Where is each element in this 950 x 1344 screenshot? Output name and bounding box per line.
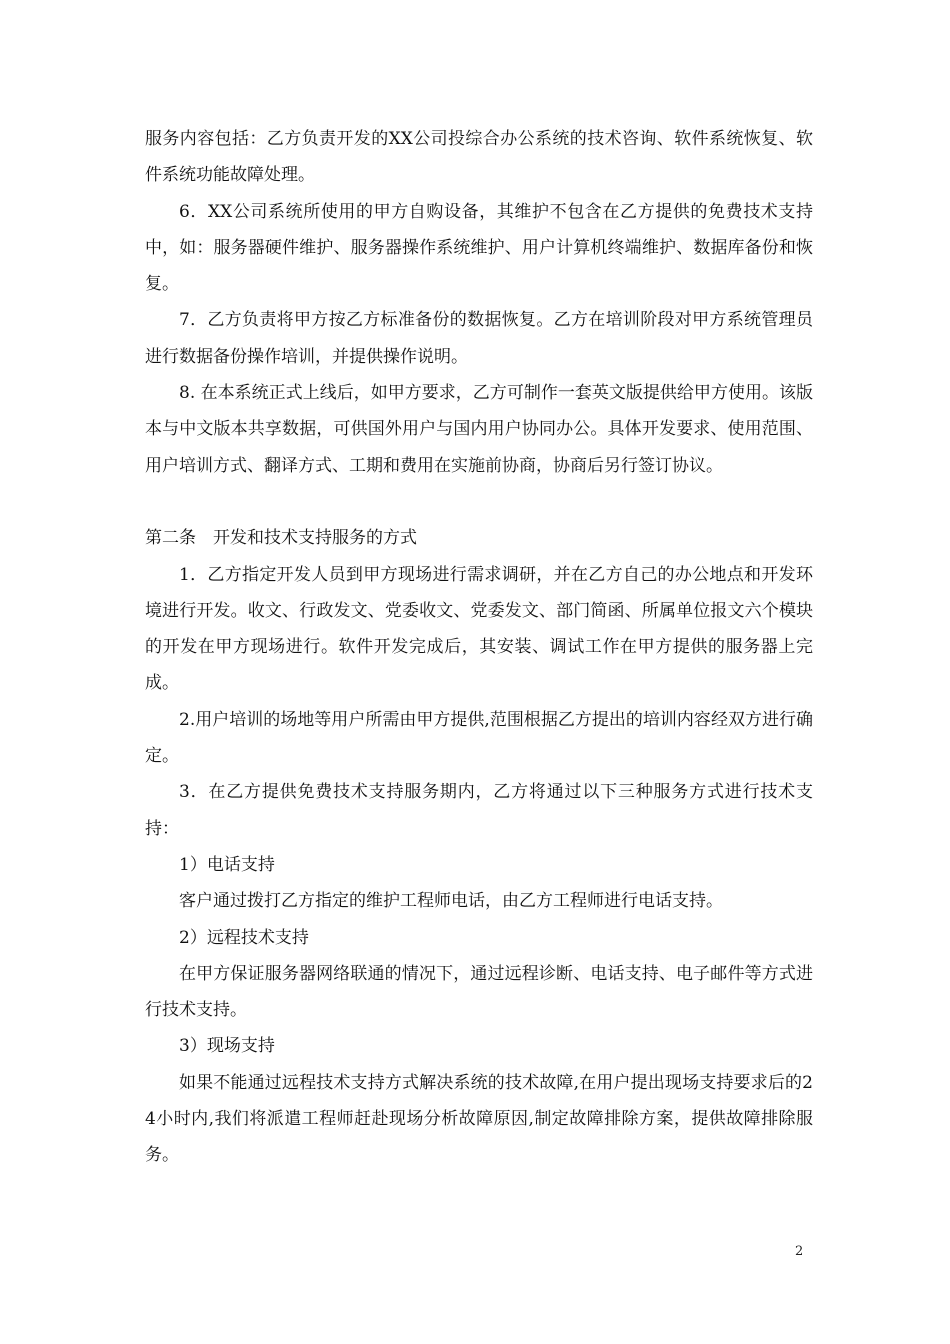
paragraph-phone-support: 客户通过拨打乙方指定的维护工程师电话，由乙方工程师进行电话支持。 [179, 891, 723, 912]
paragraph-remote-support: 在甲方保证服务器网络联通的情况下，通过远程诊断、电话支持、电子邮件等方式进行技术支持。 [145, 963, 813, 1021]
paragraph-article2-item-1: 1．乙方指定开发人员到甲方现场进行需求调研，并在乙方自己的办公地点和开发环境进行开发。收文、行政发文、党委收文、党委发文、部门简函、所属单位报文六个模块的开发在甲方现场进行。软件开发完成后，其安装、调试工作在甲方提供的服务器上完成。 [145, 564, 813, 694]
paragraph-item-6: 6．XX公司系统所使用的甲方自购设备，其维护不包含在乙方提供的免费技术支持中，如：服务器硬件维护、服务器操作系统维护、用户计算机终端维护、数据库备份和恢复。 [145, 201, 813, 295]
subheading-remote-support: 2）远程技术支持 [179, 927, 309, 948]
subheading-phone-support: 1）电话支持 [179, 854, 275, 875]
paragraph-article2-item-3: 3．在乙方提供免费技术支持服务期内，乙方将通过以下三种服务方式进行技术支持： [145, 782, 813, 839]
section-heading-article-2: 第二条 开发和技术支持服务的方式 [145, 528, 417, 549]
paragraph-service-content: 服务内容包括：乙方负责开发的XX公司投综合办公系统的技术咨询、软件系统恢复、软件系统功能故障处理。 [145, 129, 813, 186]
paragraph-item-8: 8. 在本系统正式上线后，如甲方要求，乙方可制作一套英文版提供给甲方使用。该版本与中文版本共享数据，可供国外用户与国内用户协同办公。具体开发要求、使用范围、用户培训方式、翻译方式、工期和费用在实施前协商，协商后另行签订协议。 [145, 383, 813, 476]
subheading-onsite-support: 3）现场支持 [179, 1036, 275, 1057]
document-body [145, 121, 813, 1174]
paragraph-article2-item-2: 2.用户培训的场地等用户所需由甲方提供,范围根据乙方提出的培训内容经双方进行确定。 [145, 709, 813, 767]
paragraph-onsite-support: 如果不能通过远程技术支持方式解决系统的技术故障,在用户提出现场支持要求后的24小时内,我们将派遣工程师赶赴现场分析故障原因,制定故障排除方案，提供故障排除服务。 [145, 1072, 813, 1166]
paragraph-item-7: 7．乙方负责将甲方按乙方标准备份的数据恢复。乙方在培训阶段对甲方系统管理员进行数据备份操作培训，并提供操作说明。 [145, 310, 813, 367]
blank-line [145, 484, 813, 520]
page-number: 2 [795, 1244, 804, 1259]
